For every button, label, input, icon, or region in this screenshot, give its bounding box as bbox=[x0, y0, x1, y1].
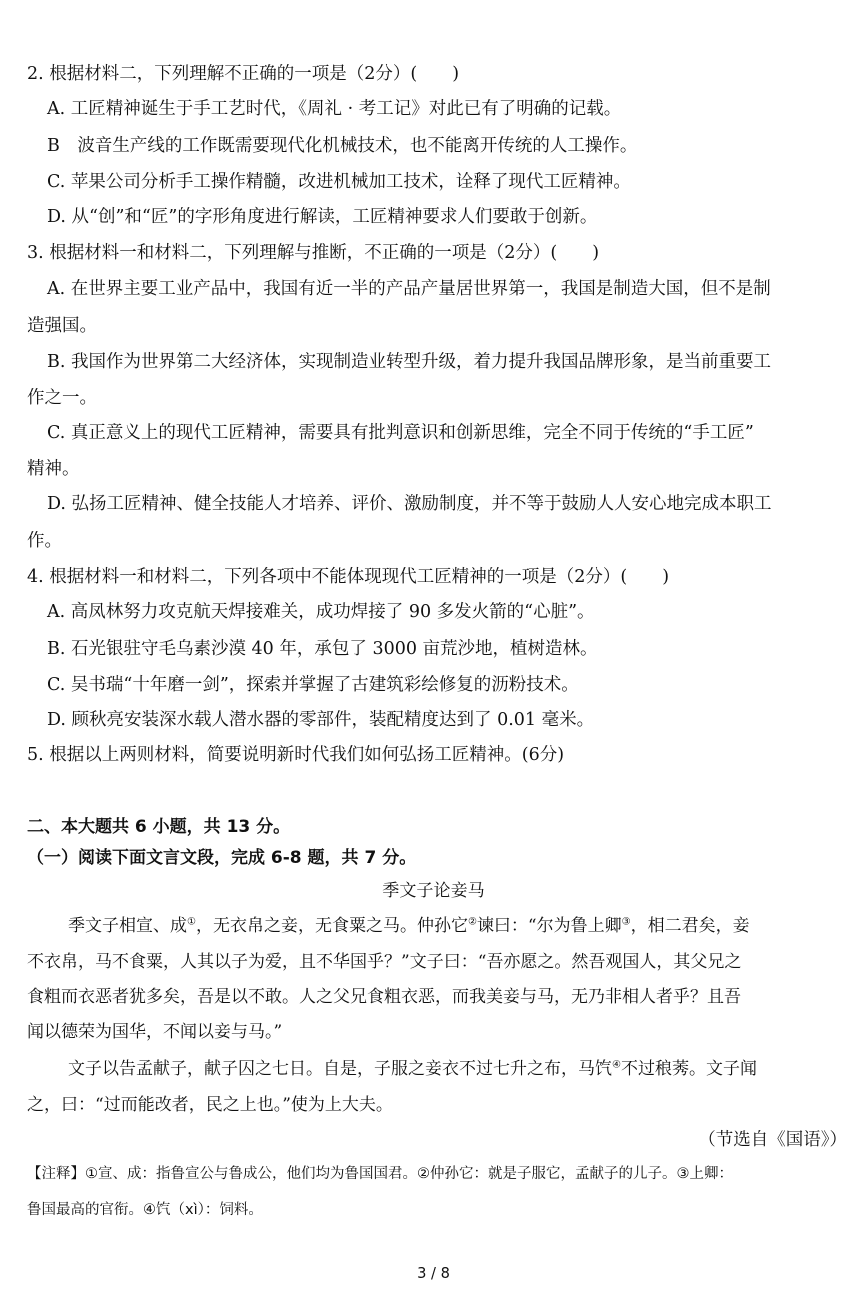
footnote-marker: ④ bbox=[612, 1059, 621, 1071]
passage-line bbox=[68, 914, 750, 938]
passage-line: 之，曰：“过而能改者，民之上也。”使为上大夫。 bbox=[27, 1095, 393, 1115]
q3-option-b: B. 我国作为世界第二大经济体，实现制造业转型升级，着力提升我国品牌形象，是当前重要工 bbox=[47, 352, 771, 372]
q3-option-c-cont: 精神。 bbox=[27, 459, 80, 479]
passage-text: 文子以告孟献子，献子囚之七日。自是，子服之妾衣不过七升之布，马饩 bbox=[68, 1059, 612, 1079]
passage-text: 不过稂莠。文子闻 bbox=[620, 1059, 757, 1079]
q2-stem: 2. 根据材料二，下列理解不正确的一项是（2分）( ) bbox=[27, 64, 460, 84]
passage-line: 不衣帛，马不食粟，人其以子为爱，且不华国乎？”文子曰：“吾亦愿之。然吾观国人，其父兄之 bbox=[27, 952, 742, 972]
page-number: 3 / 8 bbox=[417, 1265, 450, 1282]
q3-option-a-cont: 造强国。 bbox=[27, 316, 97, 336]
q4-option-a: A. 高凤林努力攻克航天焊接难关，成功焊接了 90 多发火箭的“心脏”。 bbox=[47, 602, 595, 622]
q3-option-d-cont: 作。 bbox=[27, 531, 62, 551]
passage-title: 季文子论妾马 bbox=[382, 881, 485, 901]
q5-stem: 5. 根据以上两则材料，简要说明新时代我们如何弘扬工匠精神。(6分) bbox=[27, 745, 565, 765]
passage-line: 食粗而衣恶者犹多矣，吾是以不敢。人之父兄食粗衣恶，而我美妾与马，无乃非相人者乎？且吾 bbox=[27, 987, 741, 1007]
passage-source: （节选自《国语》） bbox=[698, 1130, 847, 1150]
passage-line bbox=[68, 1057, 757, 1081]
q3-stem: 3. 根据材料一和材料二，下列理解与推断，不正确的一项是（2分）( ) bbox=[27, 243, 600, 263]
q3-option-a: A. 在世界主要工业产品中，我国有近一半的产品产量居世界第一，我国是制造大国，但不是制 bbox=[47, 279, 771, 299]
q4-option-c: C. 吴书瑞“十年磨一剑”，探索并掌握了古建筑彩绘修复的沥粉技术。 bbox=[47, 675, 579, 695]
q2-option-c: C. 苹果公司分析手工操作精髓，改进机械加工技术，诠释了现代工匠精神。 bbox=[47, 172, 631, 192]
passage-line: 闻以德荣为国华，不闻以妾与马。” bbox=[27, 1022, 283, 1042]
notes-line: 鲁国最高的官衔。④饩（xì）：饲料。 bbox=[27, 1202, 263, 1218]
passage-text: ，相二君矣，妾 bbox=[630, 916, 750, 936]
section-heading: 二、本大题共 6 小题，共 13 分。 bbox=[27, 817, 291, 837]
notes-line: 【注释】①宣、成：指鲁宣公与鲁成公，他们均为鲁国国君。②仲孙它：就是子服它，孟献子的儿子。③上卿： bbox=[27, 1166, 733, 1182]
q4-option-d: D. 顾秋亮安装深水载人潜水器的零部件，装配精度达到了 0.01 毫米。 bbox=[47, 710, 595, 730]
footnote-marker: ② bbox=[467, 916, 477, 928]
footnote-marker: ③ bbox=[621, 916, 631, 928]
q3-option-c: C. 真正意义上的现代工匠精神，需要具有批判意识和创新思维，完全不同于传统的“手工匠” bbox=[47, 423, 754, 443]
q4-option-b: B. 石光银驻守毛乌素沙漠 40 年，承包了 3000 亩荒沙地，植树造林。 bbox=[47, 639, 598, 659]
q2-option-b: B 波音生产线的工作既需要现代化机械技术，也不能离开传统的人工操作。 bbox=[47, 136, 638, 156]
q3-option-d: D. 弘扬工匠精神、健全技能人才培养、评价、激励制度，并不等于鼓励人人安心地完成本职工 bbox=[47, 494, 772, 514]
passage-text: 谏曰：“尔为鲁上卿 bbox=[476, 916, 622, 936]
q2-option-a: A. 工匠精神诞生于手工艺时代，《周礼 · 考工记》对此已有了明确的记载。 bbox=[47, 99, 622, 119]
q3-option-b-cont: 作之一。 bbox=[27, 388, 97, 408]
q4-stem: 4. 根据材料一和材料二，下列各项中不能体现现代工匠精神的一项是（2分）( ) bbox=[27, 567, 670, 587]
section-subheading: （一）阅读下面文言文段，完成 6-8 题，共 7 分。 bbox=[27, 848, 417, 868]
passage-text: 季文子相宣、成 bbox=[68, 916, 187, 936]
q2-option-d: D. 从“创”和“匠”的字形角度进行解读，工匠精神要求人们要敢于创新。 bbox=[47, 207, 598, 227]
footnote-marker: ① bbox=[187, 916, 196, 928]
passage-text: ，无衣帛之妾，无食粟之马。仲孙它 bbox=[195, 916, 468, 936]
